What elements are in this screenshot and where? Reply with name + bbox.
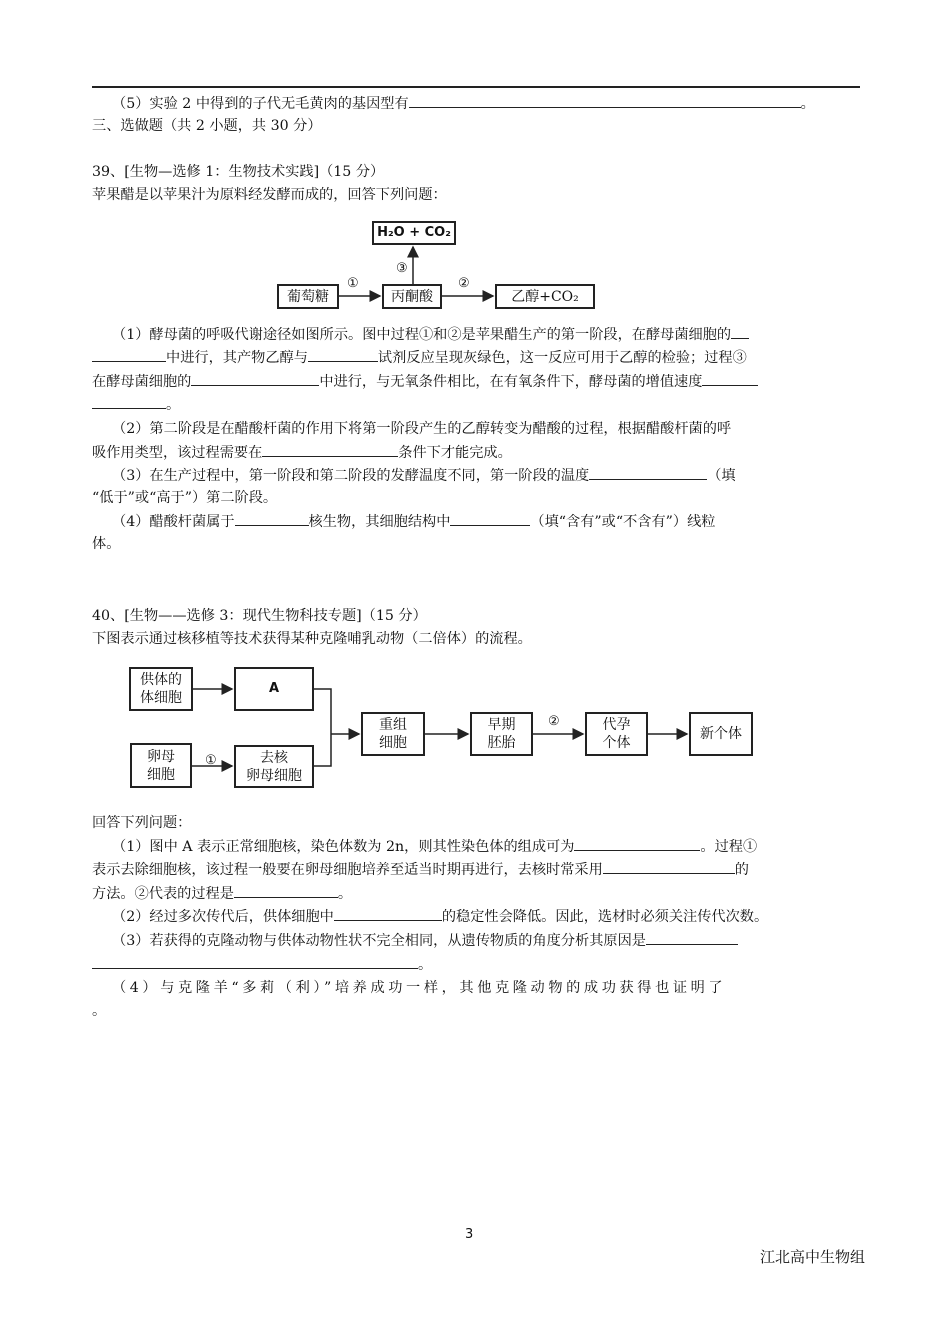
answer-blank[interactable] [646, 929, 738, 945]
text: 在酵母菌细胞的 [92, 374, 192, 390]
q39-p2-line1: （2）第二阶段是在醋酸杆菌的作用下将第一阶段产生的乙醇转变为醋酸的过程，根据醋酸杆菌的呼 [112, 421, 732, 437]
step-1-label: ① [347, 276, 359, 291]
box-h2o-co2: H₂O + CO₂ [372, 221, 456, 245]
text: （3）若获得的克隆动物与供体动物性状不完全相同，从遗传物质的角度分析其原因是 [112, 933, 646, 949]
text: 供体的 [140, 672, 182, 688]
page-number: 3 [465, 1227, 474, 1242]
text: 方法。②代表的过程是 [92, 886, 234, 902]
question-5-text: （5）实验 2 中得到的子代无毛黄肉的基因型有 [112, 96, 409, 112]
text: （1）酵母菌的呼吸代谢途径如图所示。图中过程①和②是苹果醋生产的第一阶段，在酵母菌细胞的 [112, 327, 732, 343]
answer-blank[interactable] [334, 905, 442, 921]
text: 条件下才能完成。 [398, 445, 512, 461]
box-pyruvate: 丙酮酸 [382, 284, 442, 309]
box-offspring: 新个体 [689, 712, 753, 756]
step-3-label: ③ [396, 261, 408, 276]
merge-bracket [314, 689, 331, 766]
text: 去核 [260, 749, 288, 766]
text: 中进行，与无氧条件相比，在有氧条件下，酵母菌的增值速度 [319, 374, 703, 390]
text: （4）醋酸杆菌属于 [112, 514, 235, 530]
q40-p3-line2 [92, 953, 432, 976]
answer-blank[interactable] [574, 835, 700, 851]
text: 重组 [379, 717, 407, 733]
q40-answer-intro: 回答下列问题： [92, 815, 192, 831]
punct: 。 [800, 96, 815, 112]
text: 细胞 [379, 735, 407, 751]
step-1-label: ① [205, 753, 217, 768]
q40-header: 40、[生物——选修 3：现代生物科技专题]（15 分） [92, 608, 427, 624]
text: 早期 [487, 717, 516, 733]
text: 。 [418, 957, 433, 973]
text: 的 [734, 862, 749, 878]
text: 卵母 [147, 748, 175, 765]
q40-p1-line1 [112, 835, 757, 858]
text: 。 [337, 886, 353, 902]
q40-p4-line2: 。 [92, 1003, 107, 1019]
text: 核生物，其细胞结构中 [308, 514, 451, 530]
step-2-label: ② [548, 714, 560, 729]
text: 个体 [602, 735, 631, 751]
q40-intro: 下图表示通过核移植等技术获得某种克隆哺乳动物（二倍体）的流程。 [92, 631, 532, 647]
answer-blank[interactable] [234, 882, 338, 898]
text: 表示去除细胞核，该过程一般要在卵母细胞培养至适当时期再进行，去核时常采用 [92, 862, 603, 878]
box-glucose: 葡萄糖 [277, 284, 339, 309]
q40-p1-line2 [92, 858, 749, 881]
section-3-title: 三、选做题（共 2 小题，共 30 分） [92, 118, 322, 134]
text: 吸作用类型，该过程需要在 [92, 445, 263, 461]
text: 代孕 [602, 717, 631, 733]
text: （填“含有”或“不含有”）线粒 [530, 514, 716, 530]
text: （2）经过多次传代后，供体细胞中 [112, 909, 334, 925]
q40-p4-line1: （4）与克隆羊“多莉（利）”培养成功一样，其他克隆动物的成功获得也证明了 [112, 980, 727, 996]
text: （3）在生产过程中，第一阶段和第二阶段的发酵温度不同，第一阶段的温度 [112, 468, 590, 484]
text: 胚胎 [487, 735, 516, 751]
text: 卵母细胞 [246, 767, 302, 784]
box-ethanol-co2: 乙醇+CO₂ [495, 284, 595, 309]
q40-p2 [112, 905, 768, 928]
box-a: A [234, 667, 314, 711]
text: 体细胞 [140, 690, 182, 706]
text: 中进行，其产物乙醇与 [166, 350, 308, 366]
q39-header: 39、[生物—选修 1：生物技术实践]（15 分） [92, 164, 385, 180]
text: （填 [707, 468, 736, 484]
footer-group-name: 江北高中生物组 [760, 1248, 866, 1266]
step-2-label: ② [458, 276, 470, 291]
text: 试剂反应呈现灰绿色，这一反应可用于乙醇的检验；过程③ [377, 350, 747, 366]
q39-p3-line2: “低于”或“高于”）第二阶段。 [92, 490, 278, 506]
text: 细胞 [147, 766, 175, 783]
q39-intro: 苹果醋是以苹果汁为原料经发酵而成的，回答下列问题： [92, 187, 447, 203]
text: （1）图中 A 表示正常细胞核，染色体数为 2n，则其性染色体的组成可为 [112, 839, 575, 855]
q39-p4-line2: 体。 [92, 536, 121, 552]
answer-blank[interactable] [603, 858, 735, 874]
text: 的稳定性会降低。因此，选材时必须关注传代次数。 [441, 909, 769, 925]
text: 。过程① [700, 839, 758, 855]
q40-p1-line3 [92, 882, 352, 905]
text: 。 [166, 397, 181, 413]
q40-p3-line1 [112, 929, 738, 952]
answer-blank[interactable] [92, 953, 418, 969]
